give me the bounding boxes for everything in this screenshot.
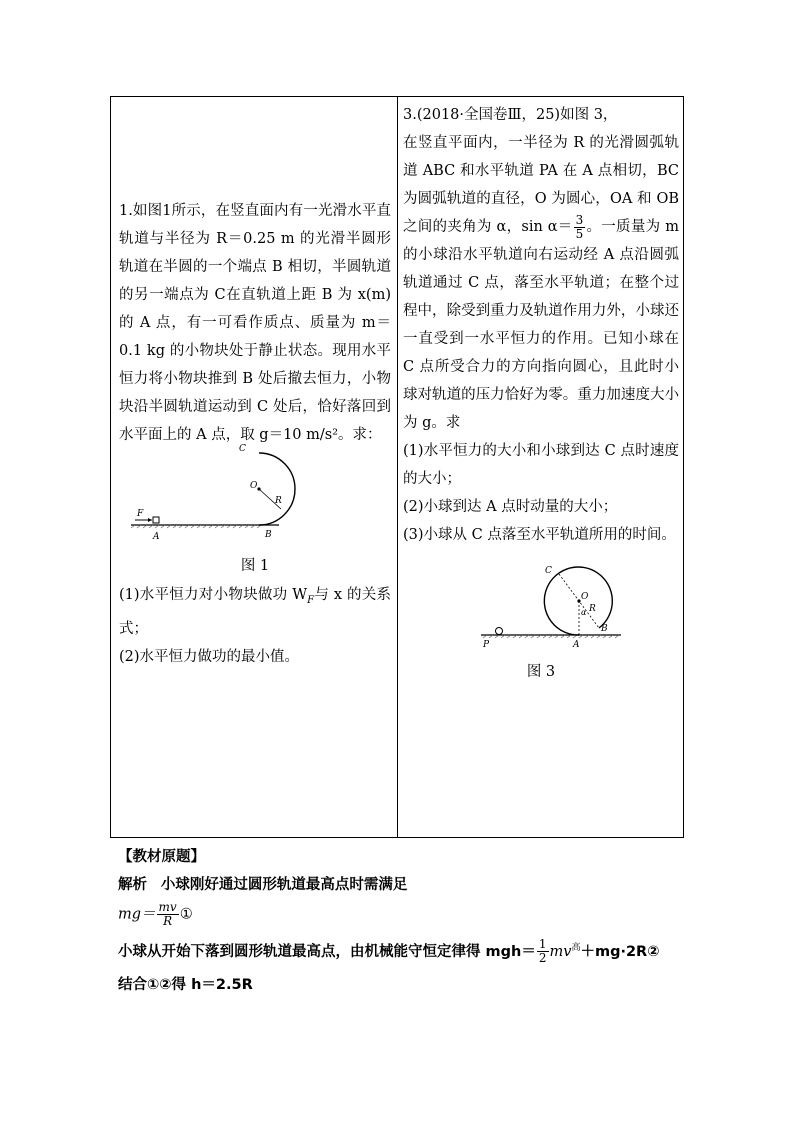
fig3-label-R: R [589,604,596,614]
figure-1-drawing [119,444,391,549]
fig3-label-alpha: α [581,608,587,617]
eq1-tag: ① [179,906,193,923]
question-1-1-text: (1)水平恒力对小物块做功 W [119,587,308,603]
fig3-label-P: P [483,640,490,650]
line2-b: mv [549,943,572,960]
right-cell [403,101,679,687]
question-3-2: (2)小球到达 A 点时动量的大小； [403,499,618,515]
label-F: F [137,509,144,519]
problem-table [110,96,684,838]
figure-3 [403,563,679,655]
analysis-label: 解析 [118,877,147,893]
question-1-1 [119,581,391,643]
eq1-denominator: R [163,914,173,928]
sin-fraction [574,214,586,241]
sin-numerator: 3 [575,212,584,227]
question-1-2: (2)水平恒力做功的最小值。 [119,648,300,665]
figure-3-caption: 图 3 [526,664,556,680]
textbook-original-section [118,845,718,997]
problem-3-text-a: 在竖直平面内，一半径为 R 的光滑圆弧轨道 ABC 和水平轨道 PA 在 A 点相切，BC 为圆弧轨道的直径，O 为圆心，OA 和 OB 之间的夹角为 α，sin α＝ [403,135,679,235]
eq1-numerator: mv [158,900,177,914]
problem-3-text-b: 。一质量为 m 的小球沿水平轨道向右运动经 A 点沿圆弧轨道通过 C 点，落至水平轨道；在整个过程中，除受到重力及轨道作用力外，小球还一直受到一水平恒力的作用。已知小球在 C 点所受合力的方向指向圆心，且此时小球对轨道的压力恰好为零。重力加速度大小为 g。求 [403,219,680,431]
result-line [118,973,718,997]
line2-numerator: 1 [538,937,547,952]
figure-1 [119,444,391,549]
line2-sup: 高 [571,943,581,953]
result-text: 结合①②得 h＝2.5R [118,977,253,994]
figure-1-caption: 图 1 [240,558,270,574]
question-1-1-sub: F [307,594,315,606]
label-A: A [153,532,160,542]
section-heading: 【教材原题】 [118,849,205,865]
label-R: R [275,496,282,506]
line2-denominator: 2 [538,951,547,966]
sin-denominator: 5 [575,226,584,241]
analysis-text: 小球刚好通过圆形轨道最高点时需满足 [160,877,408,893]
fig3-label-O: O [581,592,589,602]
label-O: O [250,481,258,491]
line2-fraction [537,938,549,965]
left-cell [119,197,391,671]
equation-1 [118,901,718,928]
equation-2-line [118,936,718,965]
problem-3-text [403,129,679,437]
line2-a: 小球从开始下落到圆形轨道最高点，由机械能守恒定律得 mgh＝ [118,943,536,960]
label-B: B [265,530,272,540]
eq1-left: mg＝ [118,906,156,923]
eq1-fraction [157,901,179,928]
fig3-label-C: C [545,566,552,576]
question-3-1: (1)水平恒力的大小和小球到达 C 点时速度的大小； [403,443,679,487]
figure-3-drawing [403,563,679,655]
problem-3-title: 3.(2018·全国卷Ⅲ，25)如图 3， [403,107,618,123]
problem-1-text: 1.如图1所示，在竖直面内有一光滑水平直轨道与半径为 R＝0.25 m 的光滑半圆形轨道在半圆的一个端点 B 相切，半圆轨道的另一端点为 C在直轨道上距 B 为 x(m)的 A 点，有一可看作质点、质量为 m＝0.1 kg 的小物块处于静止状态。现用水平恒力将小物块推到 B 处后撤去恒力，小物块沿半圆轨道运动到 C 处后，恰好落回到水平面上的 A 点，取 g＝10 m/s²。求： [119,203,391,443]
question-3-3: (3)小球从 C 点落至水平轨道所用的时间。 [403,527,676,543]
question-1-1-end: 与 x 的关系式； [119,587,391,637]
line2-c: ＋mg·2R② [580,943,660,960]
fig3-label-B: B [601,624,608,634]
analysis-line-1 [118,873,718,897]
fig3-label-A: A [573,640,580,650]
table-divider [397,97,398,837]
label-C: C [239,444,246,454]
